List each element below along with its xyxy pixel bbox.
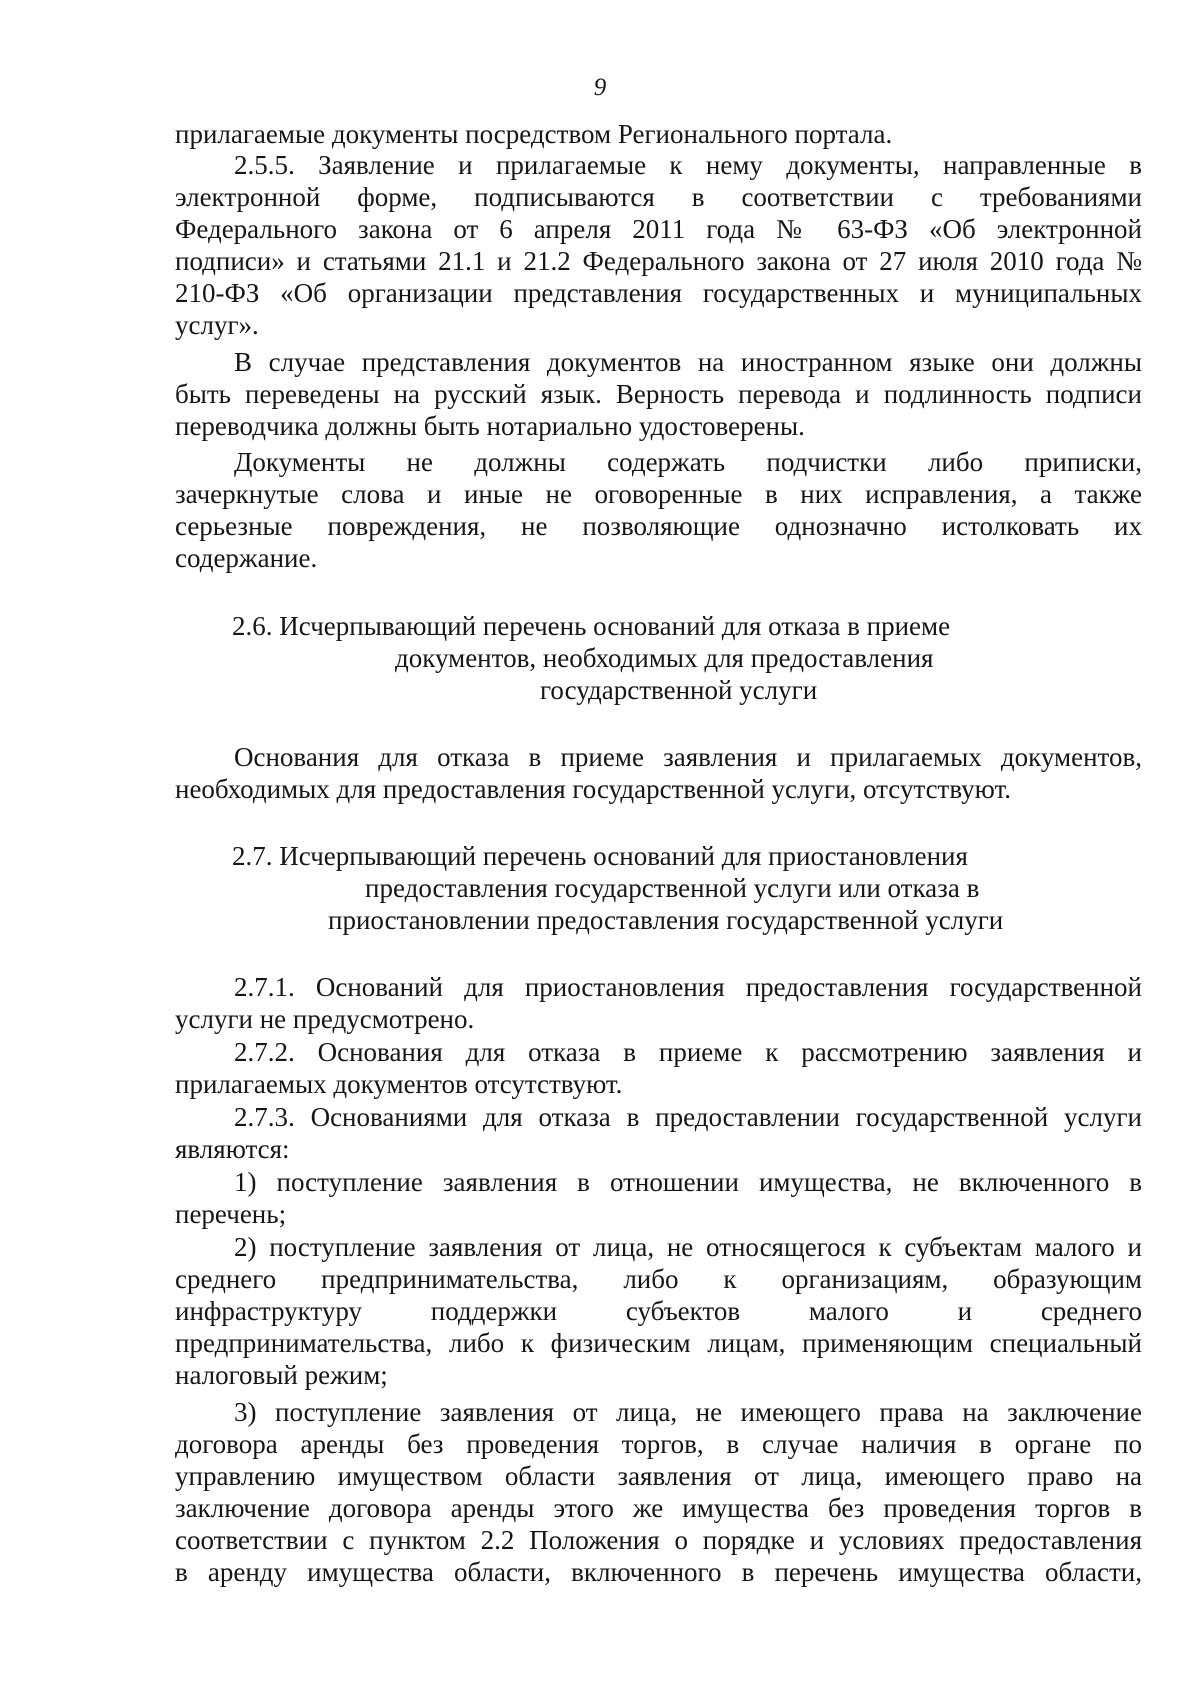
- text-line: 3) поступление заявления от лица, не имеющего права на заключение: [234, 1397, 1142, 1427]
- text-line: содержание.: [175, 543, 318, 573]
- text-line: 2.5.5. Заявление и прилагаемые к нему документы, направленные в: [234, 150, 1142, 180]
- text-line: Основания для отказа в приеме заявления и прилагаемых документов,: [234, 742, 1142, 772]
- section-heading: предоставления государственной услуги или отказа в: [365, 873, 980, 903]
- text-line: услуг».: [175, 310, 259, 340]
- text-line: необходимых для предоставления государственной услуги, отсутствуют.: [175, 774, 1012, 804]
- text-line: услуги не предусмотрено.: [175, 1004, 475, 1034]
- text-line: договора аренды без проведения торгов, в случае наличия в органе по: [175, 1429, 1142, 1459]
- text-line: налоговый режим;: [175, 1360, 388, 1390]
- text-line: 1) поступление заявления в отношении имущества, не включенного в: [234, 1167, 1142, 1197]
- text-line: перечень;: [175, 1199, 287, 1229]
- text-line: переводчика должны быть нотариально удостоверены.: [175, 411, 805, 441]
- text-line: 2.7.2. Основания для отказа в приеме к рассмотрению заявления и: [234, 1037, 1142, 1067]
- text-line: серьезные повреждения, не позволяющие однозначно истолковать их: [175, 511, 1142, 541]
- section-heading: приостановлении предоставления государственной услуги: [328, 905, 1004, 935]
- text-line: управлению имуществом области заявления от лица, имеющего право на: [175, 1461, 1142, 1491]
- text-line: прилагаемых документов отсутствуют.: [175, 1069, 623, 1099]
- section-heading: 2.7. Исчерпывающий перечень оснований для приостановления: [232, 841, 968, 871]
- section-heading: 2.6. Исчерпывающий перечень оснований для отказа в приеме: [232, 611, 951, 641]
- text-line: в аренду имущества области, включенного в перечень имущества области,: [175, 1557, 1142, 1587]
- text-line: электронной форме, подписываются в соответствии с требованиями: [175, 182, 1142, 212]
- text-line: Федерального закона от 6 апреля 2011 года № 63-ФЗ «Об электронной: [175, 214, 1142, 244]
- text-line: 210-ФЗ «Об организации представления государственных и муниципальных: [175, 278, 1142, 308]
- text-line: Документы не должны содержать подчистки либо приписки,: [234, 447, 1142, 477]
- text-line: среднего предпринимательства, либо к организациям, образующим: [175, 1264, 1142, 1294]
- text-line: 2) поступление заявления от лица, не относящегося к субъектам малого и: [234, 1232, 1142, 1262]
- page-number: 9: [593, 74, 607, 101]
- text-line: подписи» и статьями 21.1 и 21.2 Федерального закона от 27 июля 2010 года №: [175, 246, 1142, 276]
- section-heading: государственной услуги: [540, 675, 818, 705]
- section-heading: документов, необходимых для предоставления: [395, 643, 934, 673]
- text-line: прилагаемые документы посредством Регионального портала.: [175, 119, 893, 149]
- text-line: быть переведены на русский язык. Верность перевода и подлинность подписи: [175, 379, 1142, 409]
- text-line: предпринимательства, либо к физическим лицам, применяющим специальный: [175, 1328, 1142, 1358]
- text-line: заключение договора аренды этого же имущества без проведения торгов в: [175, 1493, 1142, 1523]
- text-line: 2.7.3. Основаниями для отказа в предоставлении государственной услуги: [234, 1102, 1142, 1132]
- text-line: В случае представления документов на иностранном языке они должны: [234, 347, 1142, 377]
- text-line: являются:: [175, 1134, 290, 1164]
- text-line: зачеркнутые слова и иные не оговоренные в них исправления, а также: [175, 479, 1142, 509]
- text-line: 2.7.1. Оснований для приостановления предоставления государственной: [234, 972, 1142, 1002]
- text-line: соответствии с пунктом 2.2 Положения о порядке и условиях предоставления: [175, 1525, 1142, 1555]
- text-line: инфраструктуру поддержки субъектов малого и среднего: [175, 1296, 1142, 1326]
